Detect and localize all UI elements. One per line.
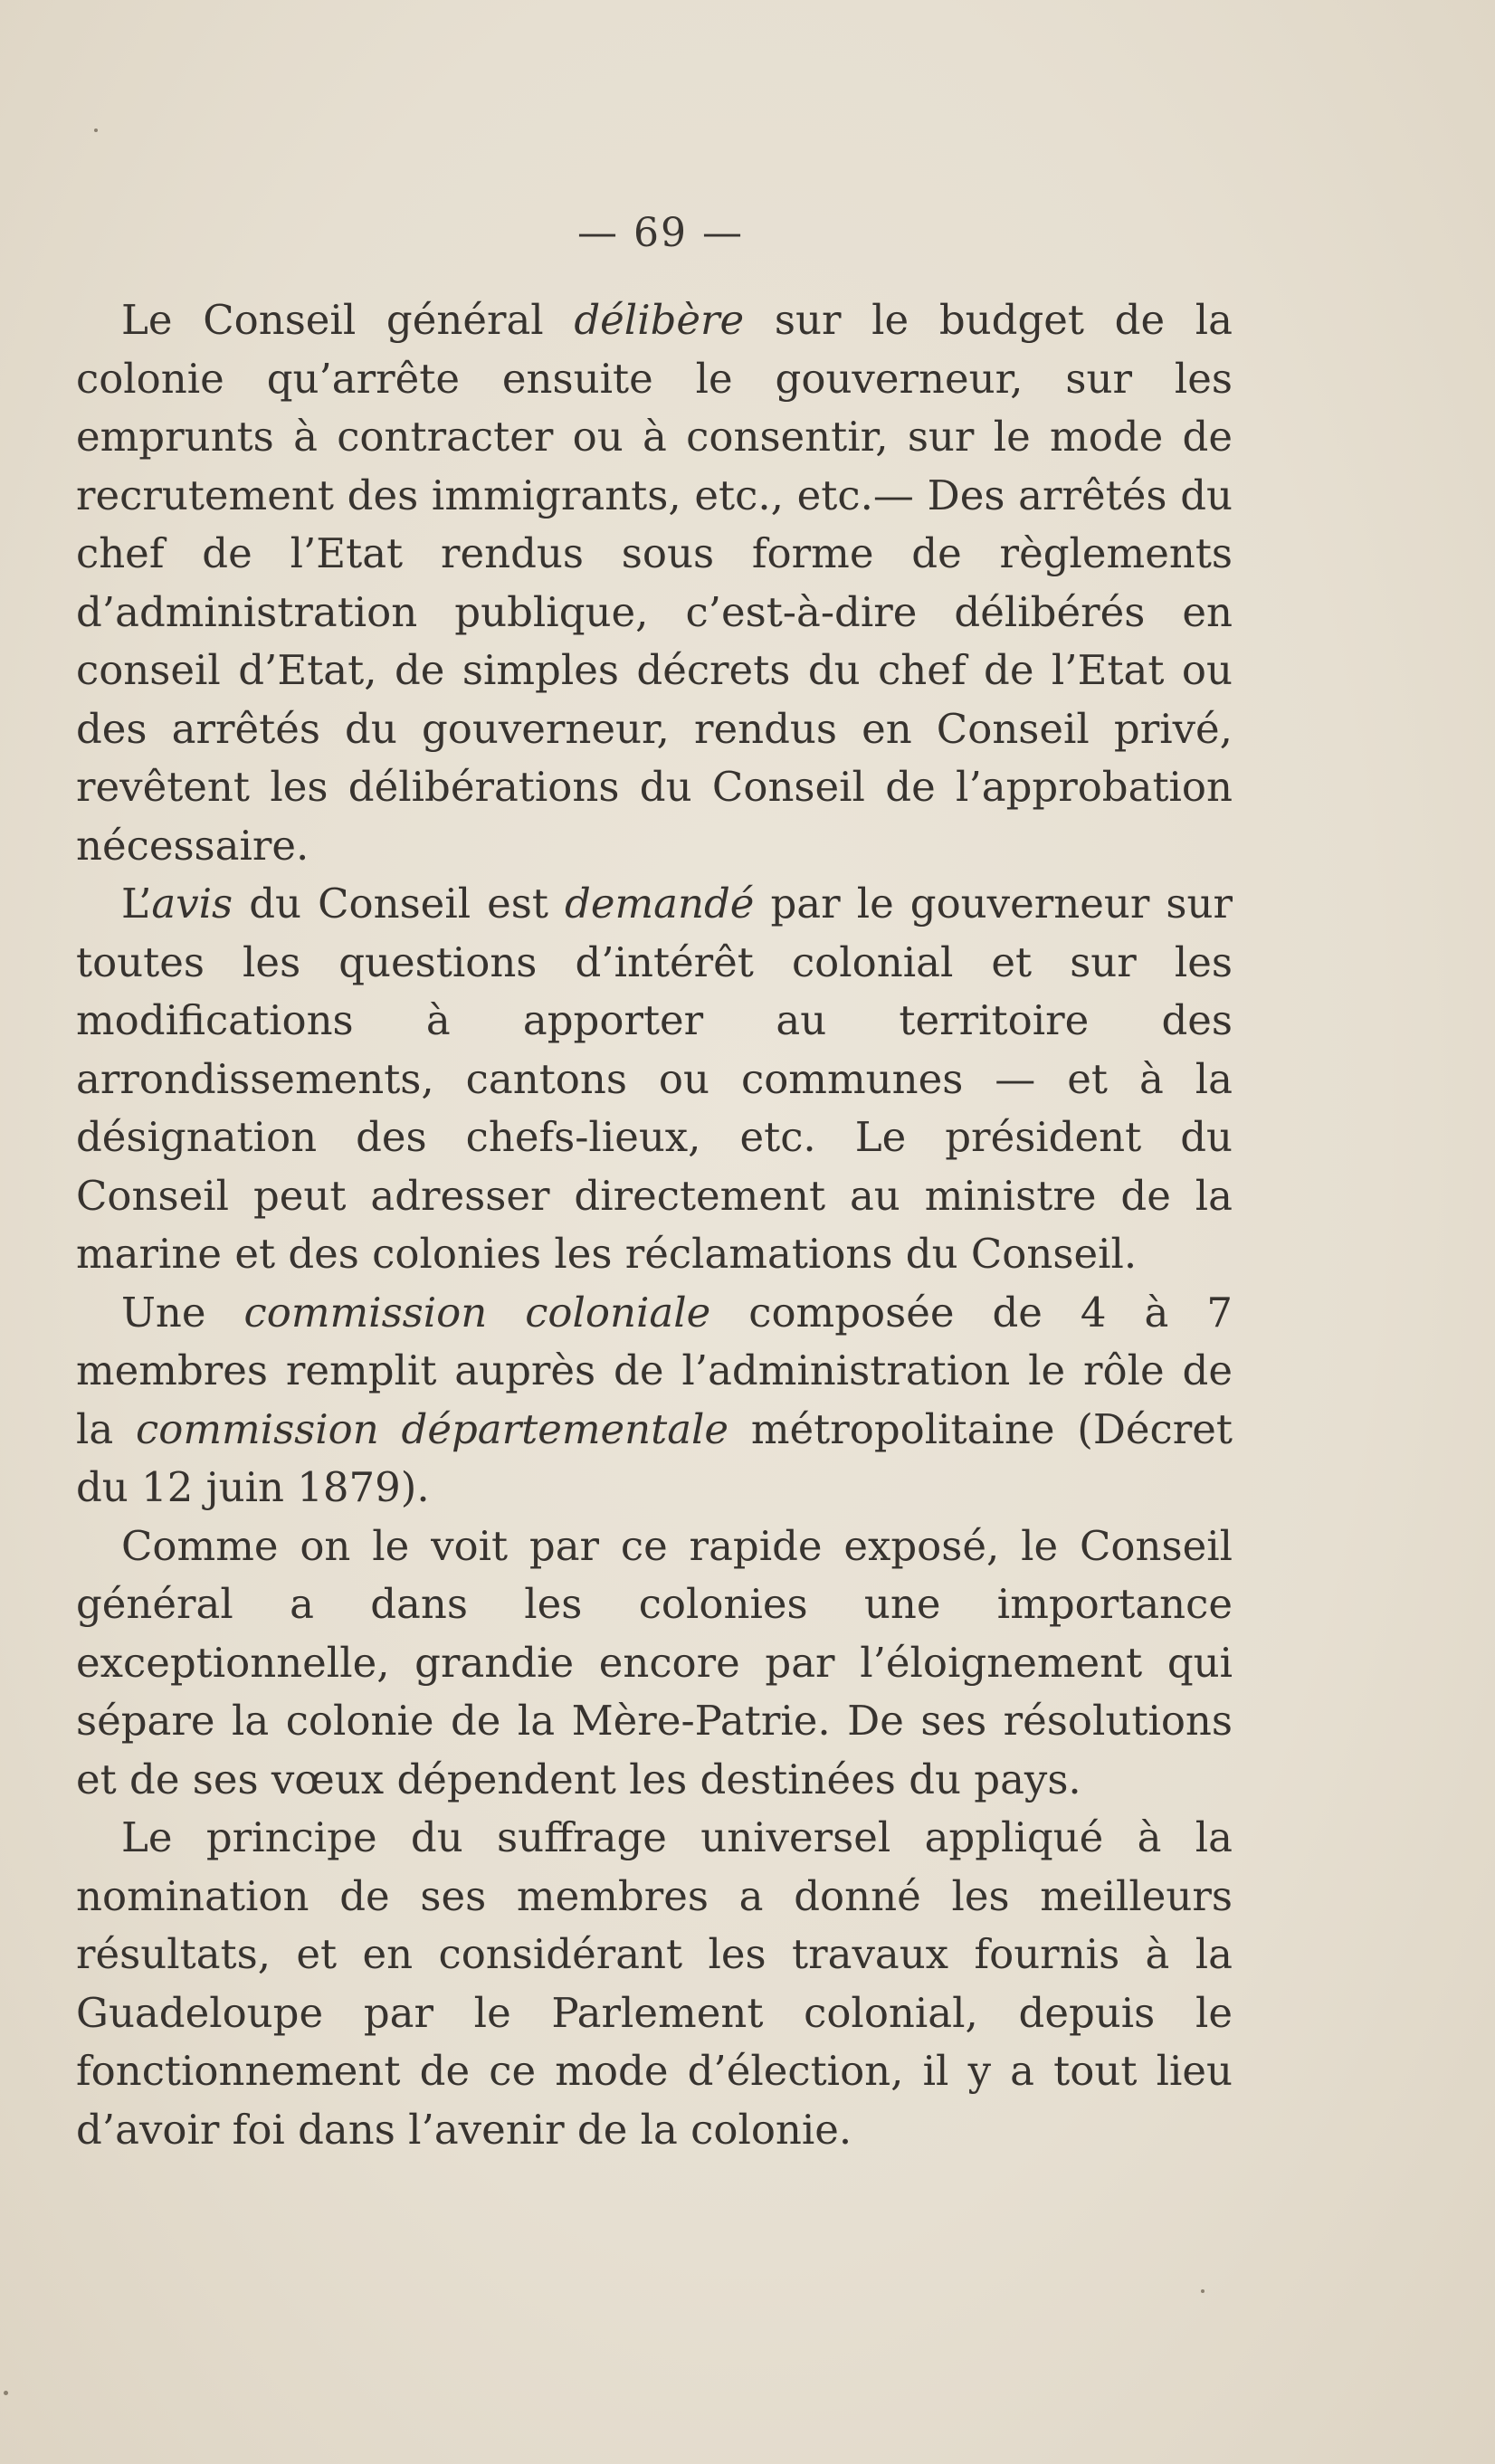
italic-term: avis bbox=[151, 880, 233, 928]
body-text bbox=[76, 291, 1233, 2159]
paragraph-commission bbox=[76, 1284, 1233, 1517]
paragraph-budget bbox=[76, 291, 1233, 875]
text-segment: L’ bbox=[121, 880, 152, 928]
paper-speck bbox=[4, 2391, 8, 2395]
page-number: — 69 — bbox=[577, 210, 744, 256]
italic-term: délibère bbox=[574, 296, 745, 344]
text-segment: Comme on le voit par ce rapide exposé, le Conseil général a dans les colonies une importance exceptionnelle, grandie encore par l’éloignement qui sépare la colonie de la Mère-Patrie. De ses résolutions et de ses vœux dépendent les destinées du pays. bbox=[76, 1521, 1233, 1803]
paper-speck bbox=[1201, 2289, 1205, 2293]
italic-term: commission départementale bbox=[136, 1404, 729, 1453]
paragraph-suffrage bbox=[76, 1809, 1233, 2159]
paper-speck bbox=[94, 128, 98, 132]
text-segment: Le principe du suffrage universel appliqué à la nomination de ses membres a donné les meilleurs résultats, et en considérant les travaux fournis à la Guadeloupe par le Parlement colonial, depuis le fonctionnement de ce mode d’élection, il y a tout lieu d’avoir foi dans l’avenir de la colonie. bbox=[76, 1813, 1233, 2154]
text-segment: métropolitaine (Décret du 12 juin 1879). bbox=[76, 1404, 1233, 1511]
text-segment: Le Conseil général bbox=[121, 296, 575, 344]
paragraph-importance bbox=[76, 1517, 1233, 1810]
text-segment: composée de 4 à 7 membres remplit auprès de l’administration le rôle de la bbox=[76, 1288, 1233, 1453]
text-segment: par le gouverneur sur toutes les questions d’intérêt colonial et sur les modifications à apporter au territoire des arrondissements, cantons ou communes — et à la désignation des chefs-lieux, etc. Le président du Conseil peut adresser directement au ministre de la marine et des colonies les réclamations du Conseil. bbox=[76, 880, 1233, 1278]
italic-term: commission coloniale bbox=[243, 1288, 711, 1337]
text-segment: sur le budget de la colonie qu’arrête ensuite le gouverneur, sur les emprunts à contracter ou à consentir, sur le mode de recrutement des immigrants, etc., etc.— Des arrêtés du chef de l’Etat rendus sous forme de règlements d’administration publique, c’est-à-dire délibérés en conseil d’Etat, de simples décrets du chef de l’Etat ou des arrêtés du gouverneur, rendus en Conseil privé, revêtent les délibérations du Conseil de l’approbation nécessaire. bbox=[76, 296, 1233, 870]
paragraph-avis bbox=[76, 875, 1233, 1284]
text-segment: du Conseil est bbox=[233, 880, 566, 928]
italic-term: demandé bbox=[565, 880, 755, 928]
text-segment: Une bbox=[121, 1288, 244, 1337]
